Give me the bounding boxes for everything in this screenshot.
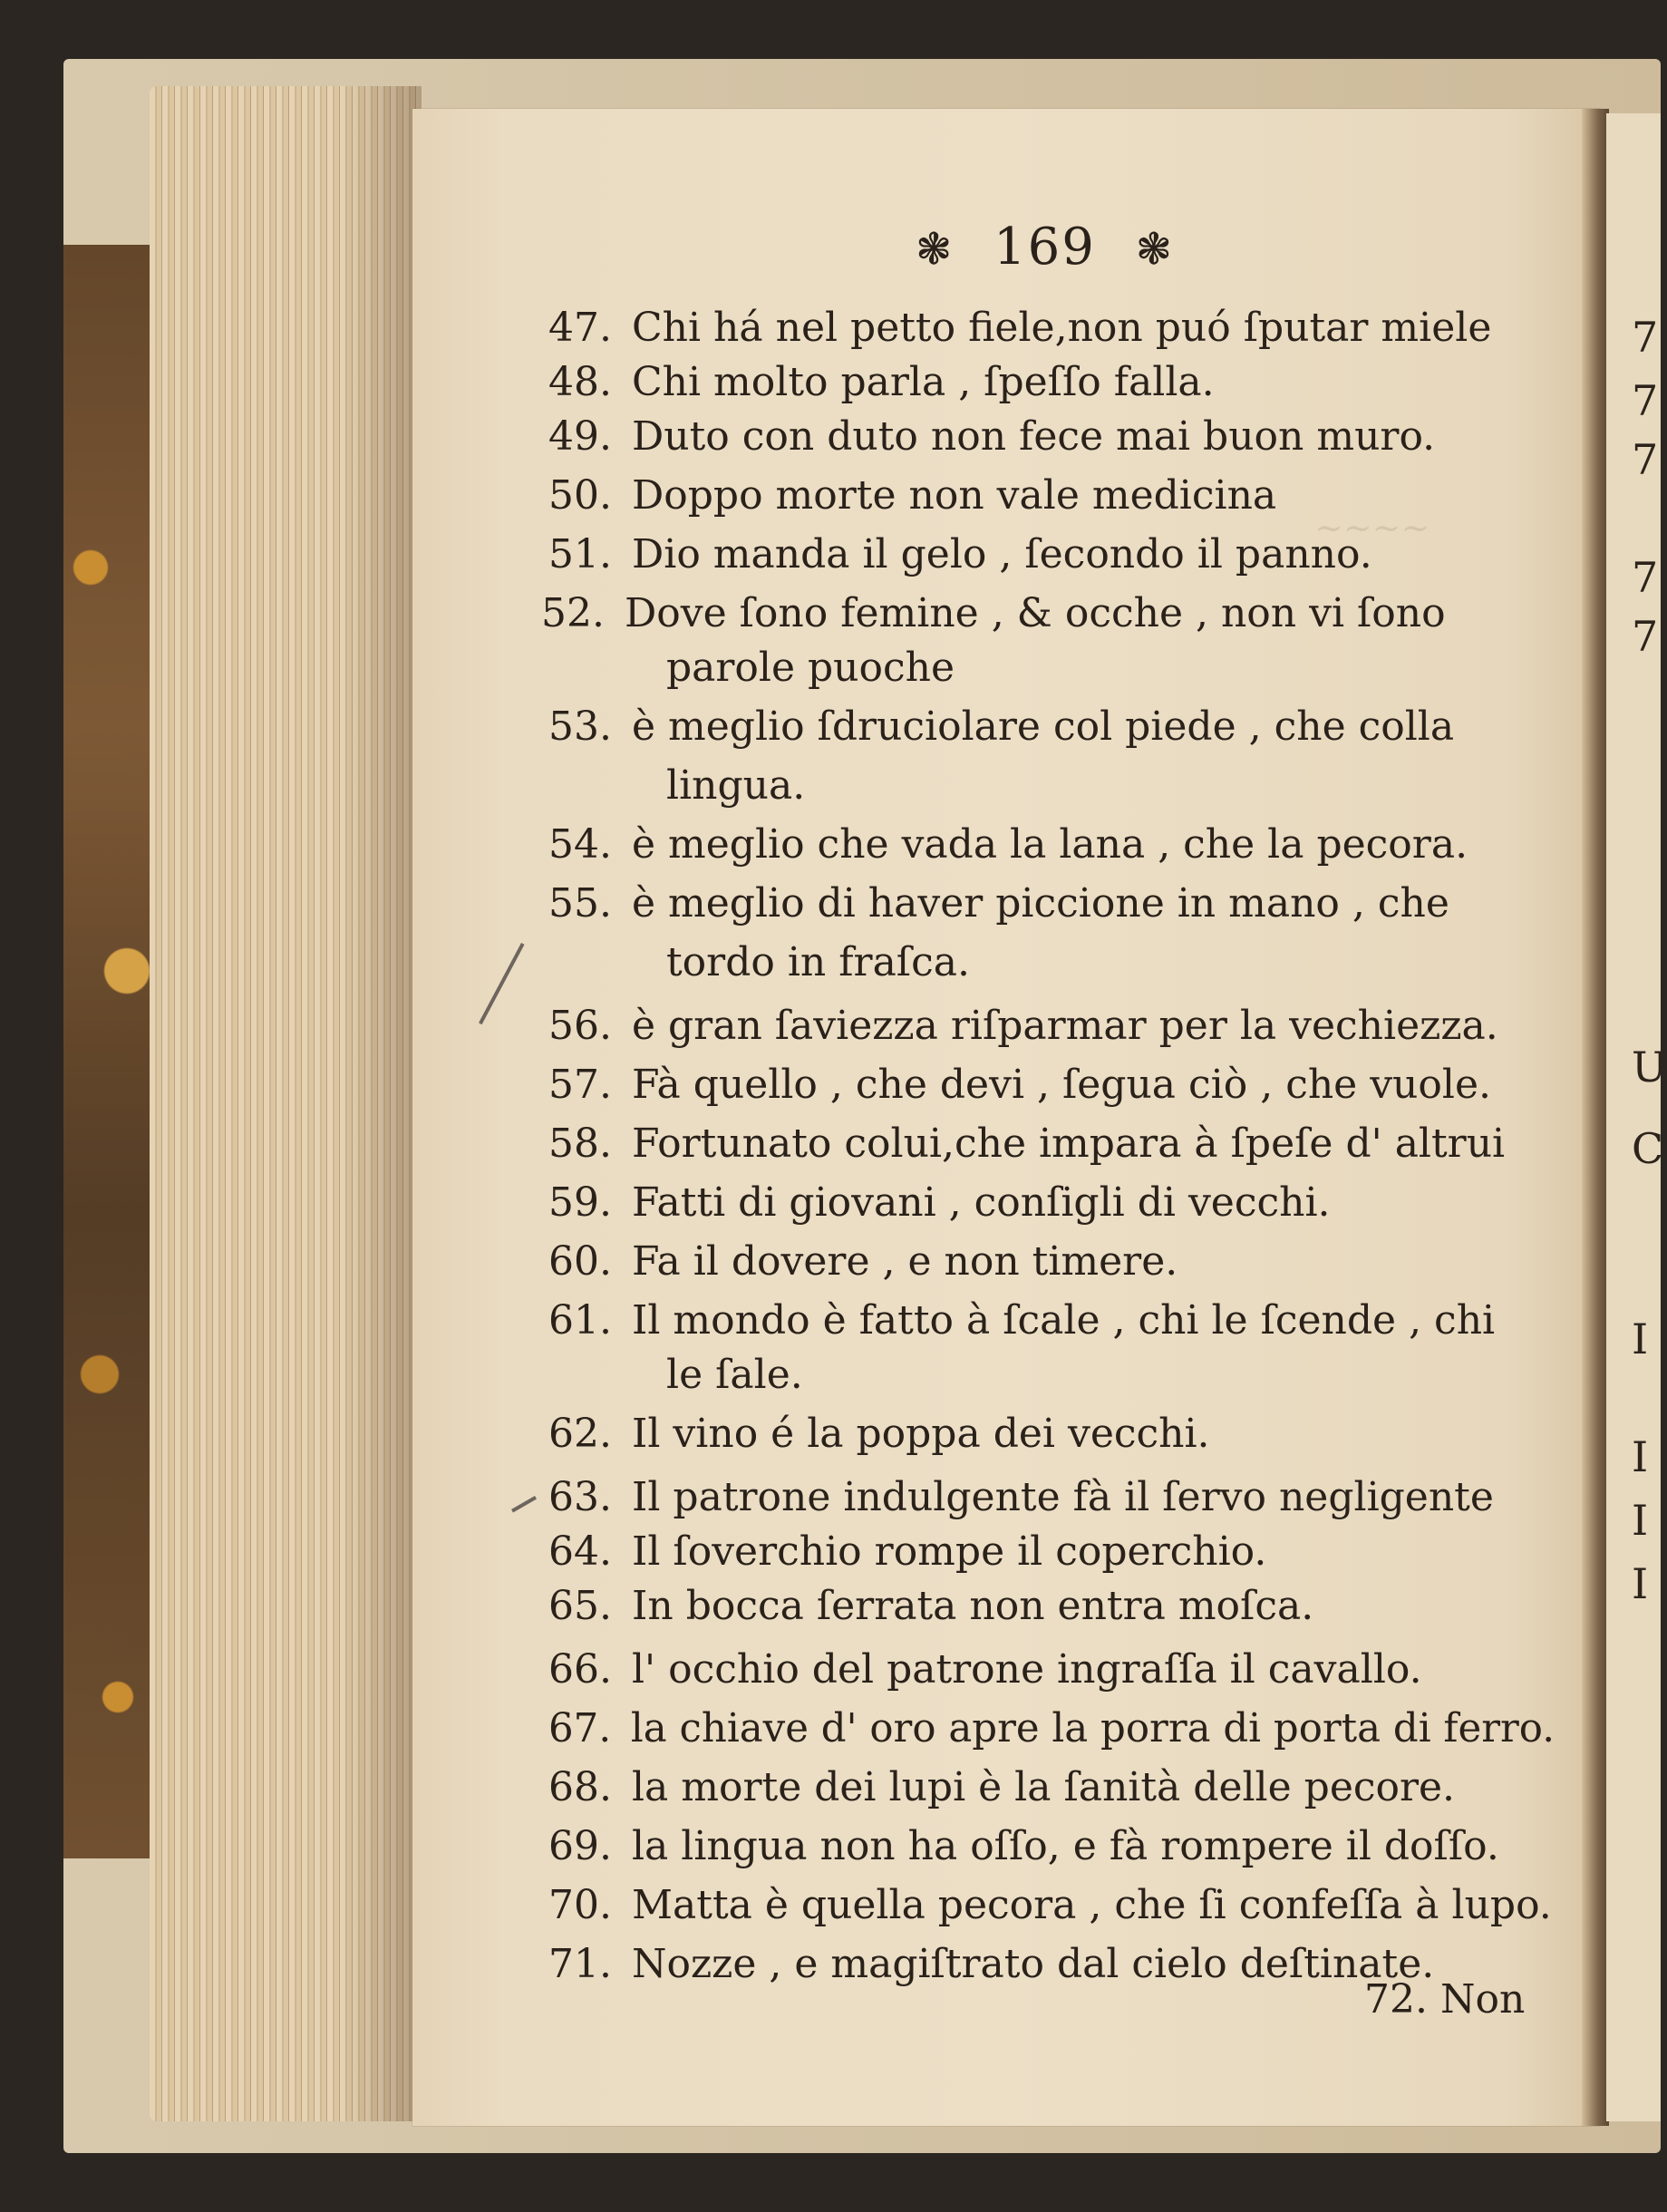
facing-page-glyph: I: [1632, 1496, 1649, 1545]
proverb-text: è meglio ſdruciolare col piede , che colla: [631, 703, 1455, 750]
proverb-text: Duto con duto non fece mai buon muro.: [631, 413, 1436, 460]
facing-page-glyph: I: [1632, 1315, 1649, 1363]
page-edges: [150, 86, 422, 2121]
proverb-number: 71.: [548, 1941, 612, 1987]
proverb-text: è meglio di haver piccione in mano , che: [631, 880, 1449, 927]
proverb-text: Il patrone indulgente fà il ſervo negligente: [631, 1474, 1494, 1520]
facing-page-glyph: I: [1632, 1432, 1649, 1481]
proverb-number: 61.: [548, 1297, 612, 1344]
proverb-text: Chi há nel petto fiele,non puó ſputar miele: [631, 305, 1492, 351]
proverb-text: Dio manda il gelo , ſecondo il panno.: [631, 531, 1372, 577]
proverb-text: Matta è quella pecora , che ſi confeſſa à lupo.: [631, 1882, 1552, 1928]
proverb-line: [548, 359, 1215, 405]
proverb-text: è gran ſaviezza riſparmar per la vechiezza.: [631, 1003, 1498, 1049]
facing-page-glyph: 7: [1632, 612, 1659, 661]
marbled-endpaper: [63, 245, 154, 1858]
proverb-line: [548, 1882, 1552, 1928]
proverb-line: [548, 531, 1372, 577]
proverb-text: la chiave d' oro apre la porra di porta di ferro.: [630, 1705, 1556, 1751]
proverb-line: [666, 939, 970, 985]
proverb-text: Chi molto parla , ſpeſſo falla.: [631, 359, 1215, 405]
proverb-text: lingua.: [666, 762, 806, 809]
proverb-line: [548, 1003, 1498, 1049]
proverb-text: è meglio che vada la lana , che la pecora.: [631, 821, 1468, 868]
proverb-line: [548, 1411, 1210, 1457]
proverb-number: 56.: [548, 1003, 612, 1049]
proverb-number: 67.: [548, 1705, 612, 1751]
facing-page-glyph: 7: [1632, 435, 1659, 484]
facing-page-glyph: U: [1632, 1043, 1667, 1091]
proverb-line: [548, 1705, 1556, 1751]
proverb-text: In bocca ſerrata non entra moſca.: [631, 1583, 1314, 1629]
facing-page-glyph: I: [1632, 1559, 1649, 1608]
proverb-line: [548, 1062, 1491, 1108]
proverb-number: 49.: [548, 413, 612, 460]
proverb-number: 53.: [548, 703, 612, 750]
proverb-number: 54.: [548, 821, 612, 868]
proverb-line: [548, 821, 1468, 868]
proverb-text: Il mondo è fatto à ſcale , chi le ſcende , chi: [631, 1297, 1496, 1344]
proverb-line: [548, 880, 1449, 927]
proverb-number: 69.: [548, 1823, 612, 1869]
proverb-line: [666, 762, 806, 809]
proverb-number: 57.: [548, 1062, 612, 1108]
proverb-line: [548, 1179, 1331, 1226]
facing-page-glyph: C: [1632, 1124, 1664, 1173]
proverb-number: 64.: [548, 1528, 612, 1575]
proverb-line: [548, 1474, 1494, 1520]
proverb-number: 58.: [548, 1121, 612, 1167]
facing-page-glyph: 7: [1632, 313, 1659, 362]
proverb-number: 68.: [548, 1764, 612, 1810]
proverb-text: Il ſoverchio rompe il coperchio.: [631, 1528, 1267, 1575]
proverb-line: [548, 1528, 1267, 1575]
catchword: 72. Non: [1364, 1976, 1526, 2023]
proverb-text: Doppo morte non vale medicina: [631, 472, 1277, 519]
gutter-shadow: [1582, 109, 1609, 2126]
proverb-text: Fatti di giovani , conſigli di vecchi.: [631, 1179, 1331, 1226]
proverb-number: 70.: [548, 1882, 612, 1928]
proverb-line: [666, 1352, 803, 1398]
proverb-line: [548, 1297, 1496, 1344]
proverb-text: le ſale.: [666, 1352, 803, 1398]
proverb-number: 59.: [548, 1179, 612, 1226]
proverb-number: 62.: [548, 1411, 612, 1457]
proverb-text: Fortunato colui,che impara à ſpeſe d' altrui: [631, 1121, 1506, 1167]
proverb-number: 50.: [548, 472, 612, 519]
page-header: [916, 218, 1174, 276]
proverb-line: [548, 703, 1455, 750]
proverb-line: [666, 645, 955, 691]
proverb-line: [548, 1941, 1435, 1987]
proverb-text: Il vino é la poppa dei vecchi.: [631, 1411, 1210, 1457]
proverb-text: parole puoche: [666, 645, 955, 691]
page-number: 169: [993, 218, 1096, 276]
proverb-number: 60.: [548, 1238, 612, 1285]
proverb-line: [548, 305, 1492, 351]
proverb-line: [548, 1583, 1314, 1629]
proverb-number: 66.: [548, 1646, 612, 1693]
proverb-number: 52.: [541, 590, 605, 636]
proverb-line: [548, 1764, 1456, 1810]
proverb-line: [548, 1238, 1178, 1285]
proverb-text: la lingua non ha oſſo, e fà rompere il doſſo.: [631, 1823, 1499, 1869]
proverb-number: 55.: [548, 880, 612, 927]
proverb-number: 47.: [548, 305, 612, 351]
proverb-line: [548, 472, 1277, 519]
proverb-number: 51.: [548, 531, 612, 577]
ornament-left-icon: ❃: [916, 224, 955, 275]
proverb-text: Nozze , e magiſtrato dal cielo deſtinate.: [631, 1941, 1435, 1987]
proverb-number: 65.: [548, 1583, 612, 1629]
proverb-text: tordo in fraſca.: [666, 939, 970, 985]
proverb-text: Fà quello , che devi , ſegua ciò , che vuole.: [631, 1062, 1491, 1108]
proverb-line: [548, 1823, 1499, 1869]
facing-page-glyph: 7: [1632, 376, 1659, 425]
facing-page-glyph: 7: [1632, 553, 1659, 602]
proverb-number: 63.: [548, 1474, 612, 1520]
show-through: ~~~~: [1314, 508, 1430, 548]
proverb-text: Dove ſono femine , & ocche , non vi ſono: [624, 590, 1446, 636]
proverb-text: la morte dei lupi è la ſanità delle pecore.: [631, 1764, 1456, 1810]
proverb-text: Fa il dovere , e non timere.: [631, 1238, 1178, 1285]
ornament-right-icon: ❃: [1135, 224, 1174, 275]
proverb-line: [548, 413, 1436, 460]
proverb-line: [548, 1121, 1506, 1167]
proverb-text: l' occhio del patrone ingraſſa il cavallo.: [631, 1646, 1422, 1693]
proverb-number: 48.: [548, 359, 612, 405]
proverb-line: [548, 1646, 1422, 1693]
proverb-line: [541, 590, 1446, 636]
